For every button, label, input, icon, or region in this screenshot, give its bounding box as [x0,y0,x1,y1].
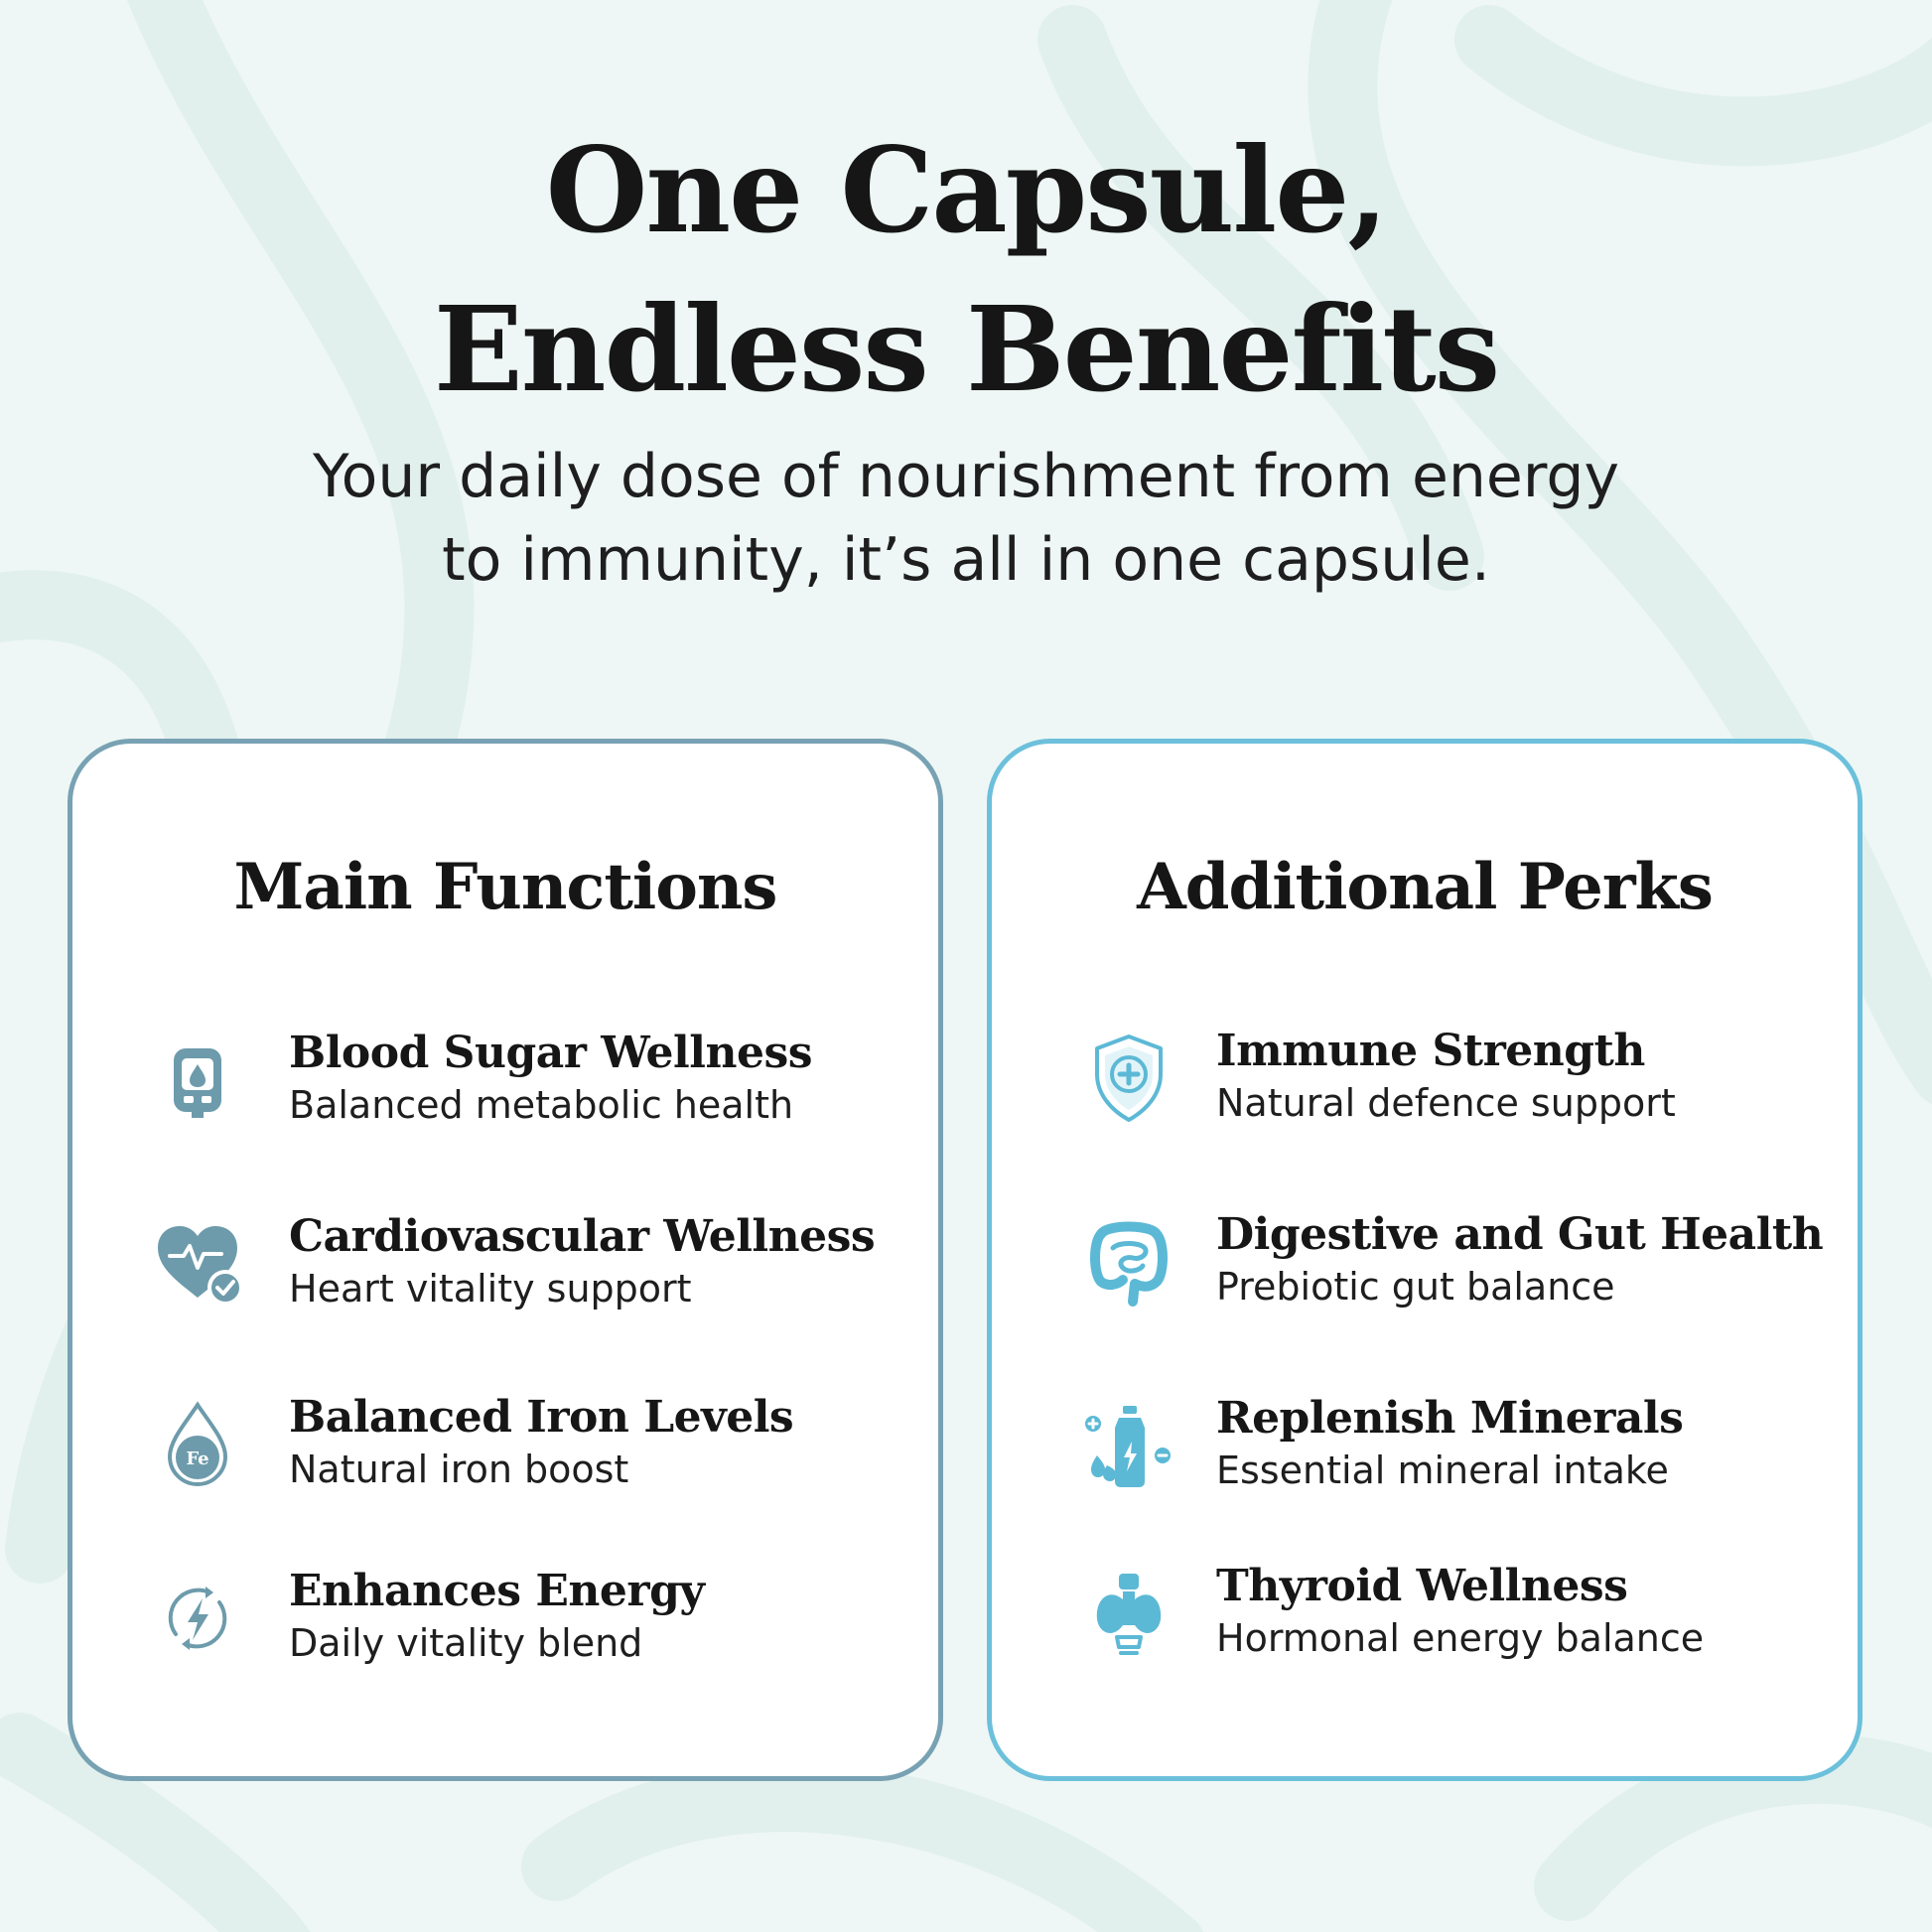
additional-perks-title: Additional Perks [1137,850,1713,924]
perk-item-digestive [992,1208,1858,1327]
shield-plus-icon [1079,1029,1178,1128]
headline-line-1: One Capsule, [545,121,1387,259]
thyroid-icon [1079,1564,1178,1663]
benefit-text [289,1391,793,1494]
mineral-bottle-icon [1079,1396,1178,1495]
perk-text [1216,1560,1704,1663]
perk-text [1216,1392,1683,1495]
perk-subtitle: Prebiotic gut balance [1216,1265,1615,1309]
benefit-text [289,1565,704,1668]
perk-subtitle: Natural defence support [1216,1081,1676,1125]
perk-subtitle: Essential mineral intake [1216,1449,1669,1492]
benefit-subtitle: Daily vitality blend [289,1621,643,1665]
perk-title: Immune Strength [1216,1026,1645,1076]
benefit-subtitle: Natural iron boost [289,1448,629,1491]
heart-check-icon [148,1214,247,1313]
benefit-text [289,1210,875,1313]
benefit-item-energy [72,1565,938,1684]
perk-title: Digestive and Gut Health [1216,1209,1824,1260]
subheadline-line-1: Your daily dose of nourishment from energy [312,442,1619,511]
benefit-subtitle: Heart vitality support [289,1267,692,1311]
subheadline-line-2: to immunity, it’s all in one capsule. [442,525,1490,595]
benefit-title: Blood Sugar Wellness [289,1028,813,1078]
benefit-item-iron [72,1391,938,1510]
perk-item-minerals [992,1392,1858,1511]
main-functions-title: Main Functions [233,850,777,924]
perk-subtitle: Hormonal energy balance [1216,1616,1705,1660]
benefit-item-cardiovascular [72,1210,938,1329]
perk-text [1216,1025,1676,1128]
benefit-subtitle: Balanced metabolic health [289,1083,794,1127]
perk-title: Thyroid Wellness [1216,1561,1628,1611]
subheadline [0,435,1932,602]
perk-item-immune [992,1025,1858,1144]
perk-title: Replenish Minerals [1216,1393,1684,1444]
benefit-text [289,1027,812,1130]
perk-text [1216,1208,1823,1311]
main-functions-card [68,739,943,1781]
benefit-title: Enhances Energy [289,1566,705,1616]
headline [0,111,1932,429]
energy-bolt-icon [148,1569,247,1668]
glucose-meter-icon [148,1031,247,1130]
perk-item-thyroid [992,1560,1858,1679]
iron-symbol-text: Fe [186,1449,209,1469]
additional-perks-card [987,739,1863,1781]
intestine-icon [1079,1212,1178,1311]
benefit-item-blood-sugar [72,1027,938,1146]
iron-drop-icon [148,1395,247,1494]
benefit-title: Balanced Iron Levels [289,1392,794,1443]
benefit-title: Cardiovascular Wellness [289,1211,876,1262]
headline-line-2: Endless Benefits [433,280,1499,418]
